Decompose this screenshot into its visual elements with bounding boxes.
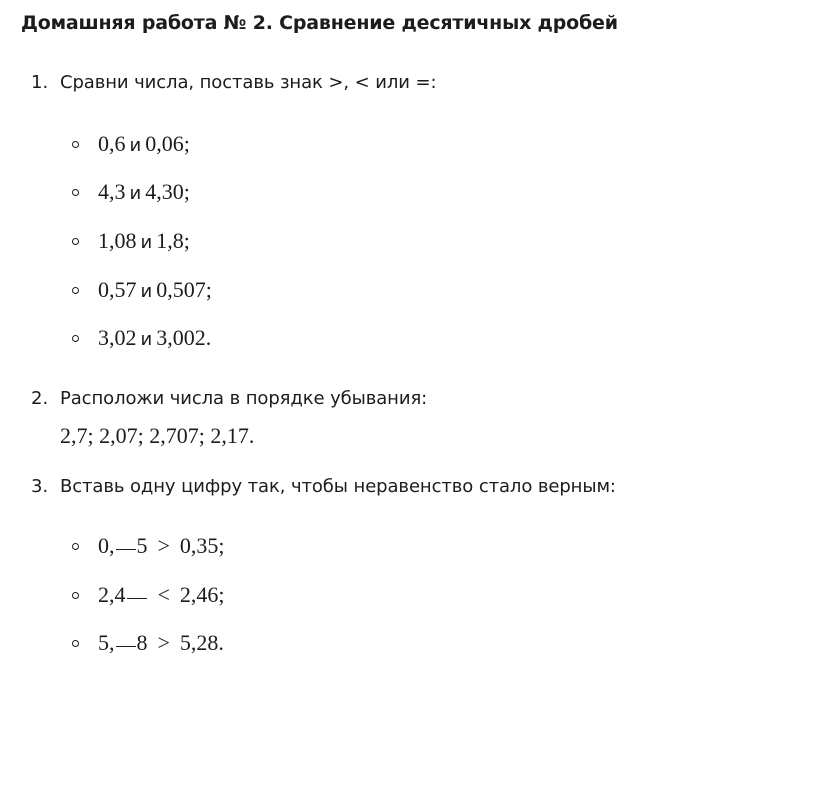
punctuation: ; bbox=[205, 277, 212, 302]
list-item bbox=[0, 228, 816, 258]
right-number: 2,46 bbox=[179, 582, 219, 607]
bullet-icon bbox=[72, 592, 79, 599]
conjunction: и bbox=[140, 232, 153, 253]
task-instruction: Расположи числа в порядке убывания: bbox=[60, 388, 428, 409]
right-number: 0,35 bbox=[179, 533, 219, 558]
bullet-icon bbox=[72, 335, 79, 342]
punctuation: . bbox=[205, 325, 212, 350]
digit-blank bbox=[116, 646, 136, 647]
list-item bbox=[0, 131, 816, 161]
conjunction: и bbox=[129, 135, 142, 156]
comparison-expression bbox=[98, 277, 212, 303]
inequality-expression bbox=[98, 630, 224, 656]
task-number: 2. bbox=[31, 388, 49, 409]
punctuation: ; bbox=[218, 582, 225, 607]
punctuation: ; bbox=[183, 131, 190, 156]
punctuation: ; bbox=[218, 533, 225, 558]
number-b: 4,30 bbox=[145, 179, 184, 204]
number-a: 0,57 bbox=[98, 277, 137, 302]
left-prefix: 2,4 bbox=[98, 582, 126, 607]
bullet-icon bbox=[72, 189, 79, 196]
right-number: 5,28 bbox=[179, 630, 219, 655]
digit-blank bbox=[127, 598, 147, 599]
bullet-icon bbox=[72, 640, 79, 647]
number-a: 3,02 bbox=[98, 325, 137, 350]
relation-sign: > bbox=[157, 630, 170, 655]
left-suffix: 8 bbox=[136, 630, 148, 655]
inequality-expression bbox=[98, 582, 225, 608]
bullet-icon bbox=[72, 141, 79, 148]
task-number: 1. bbox=[31, 72, 49, 93]
numbers-line: 2,7; 2,07; 2,707; 2,17. bbox=[60, 423, 255, 448]
list-item bbox=[0, 325, 816, 355]
punctuation: ; bbox=[183, 228, 190, 253]
bullet-icon bbox=[72, 543, 79, 550]
list-item bbox=[0, 277, 816, 307]
number-b: 3,002 bbox=[156, 325, 206, 350]
task-instruction: Вставь одну цифру так, чтобы неравенство стало верным: bbox=[60, 476, 616, 497]
number-b: 0,507 bbox=[156, 277, 206, 302]
number-b: 1,8 bbox=[156, 228, 184, 253]
punctuation: . bbox=[218, 630, 224, 655]
left-prefix: 0, bbox=[98, 533, 115, 558]
page-title: Домашняя работа № 2. Сравнение десятичных дробей bbox=[21, 12, 618, 34]
conjunction: и bbox=[140, 281, 153, 302]
comparison-expression bbox=[98, 131, 190, 157]
list-item bbox=[0, 179, 816, 209]
conjunction: и bbox=[129, 183, 142, 204]
relation-sign: < bbox=[157, 582, 170, 607]
digit-blank bbox=[116, 549, 136, 550]
punctuation: ; bbox=[183, 179, 190, 204]
list-item bbox=[0, 630, 816, 660]
number-a: 1,08 bbox=[98, 228, 137, 253]
inequality-expression bbox=[98, 533, 225, 559]
comparison-expression bbox=[98, 325, 211, 351]
left-prefix: 5, bbox=[98, 630, 115, 655]
comparison-expression bbox=[98, 179, 190, 205]
comparison-expression bbox=[98, 228, 190, 254]
conjunction: и bbox=[140, 329, 153, 350]
list-item bbox=[0, 533, 816, 563]
bullet-icon bbox=[72, 238, 79, 245]
number-b: 0,06 bbox=[145, 131, 184, 156]
task-number: 3. bbox=[31, 476, 49, 497]
left-suffix: 5 bbox=[136, 533, 148, 558]
number-a: 4,3 bbox=[98, 179, 126, 204]
number-a: 0,6 bbox=[98, 131, 126, 156]
list-item bbox=[0, 582, 816, 612]
task-instruction: Сравни числа, поставь знак >, < или =: bbox=[60, 72, 437, 93]
bullet-icon bbox=[72, 287, 79, 294]
relation-sign: > bbox=[157, 533, 170, 558]
